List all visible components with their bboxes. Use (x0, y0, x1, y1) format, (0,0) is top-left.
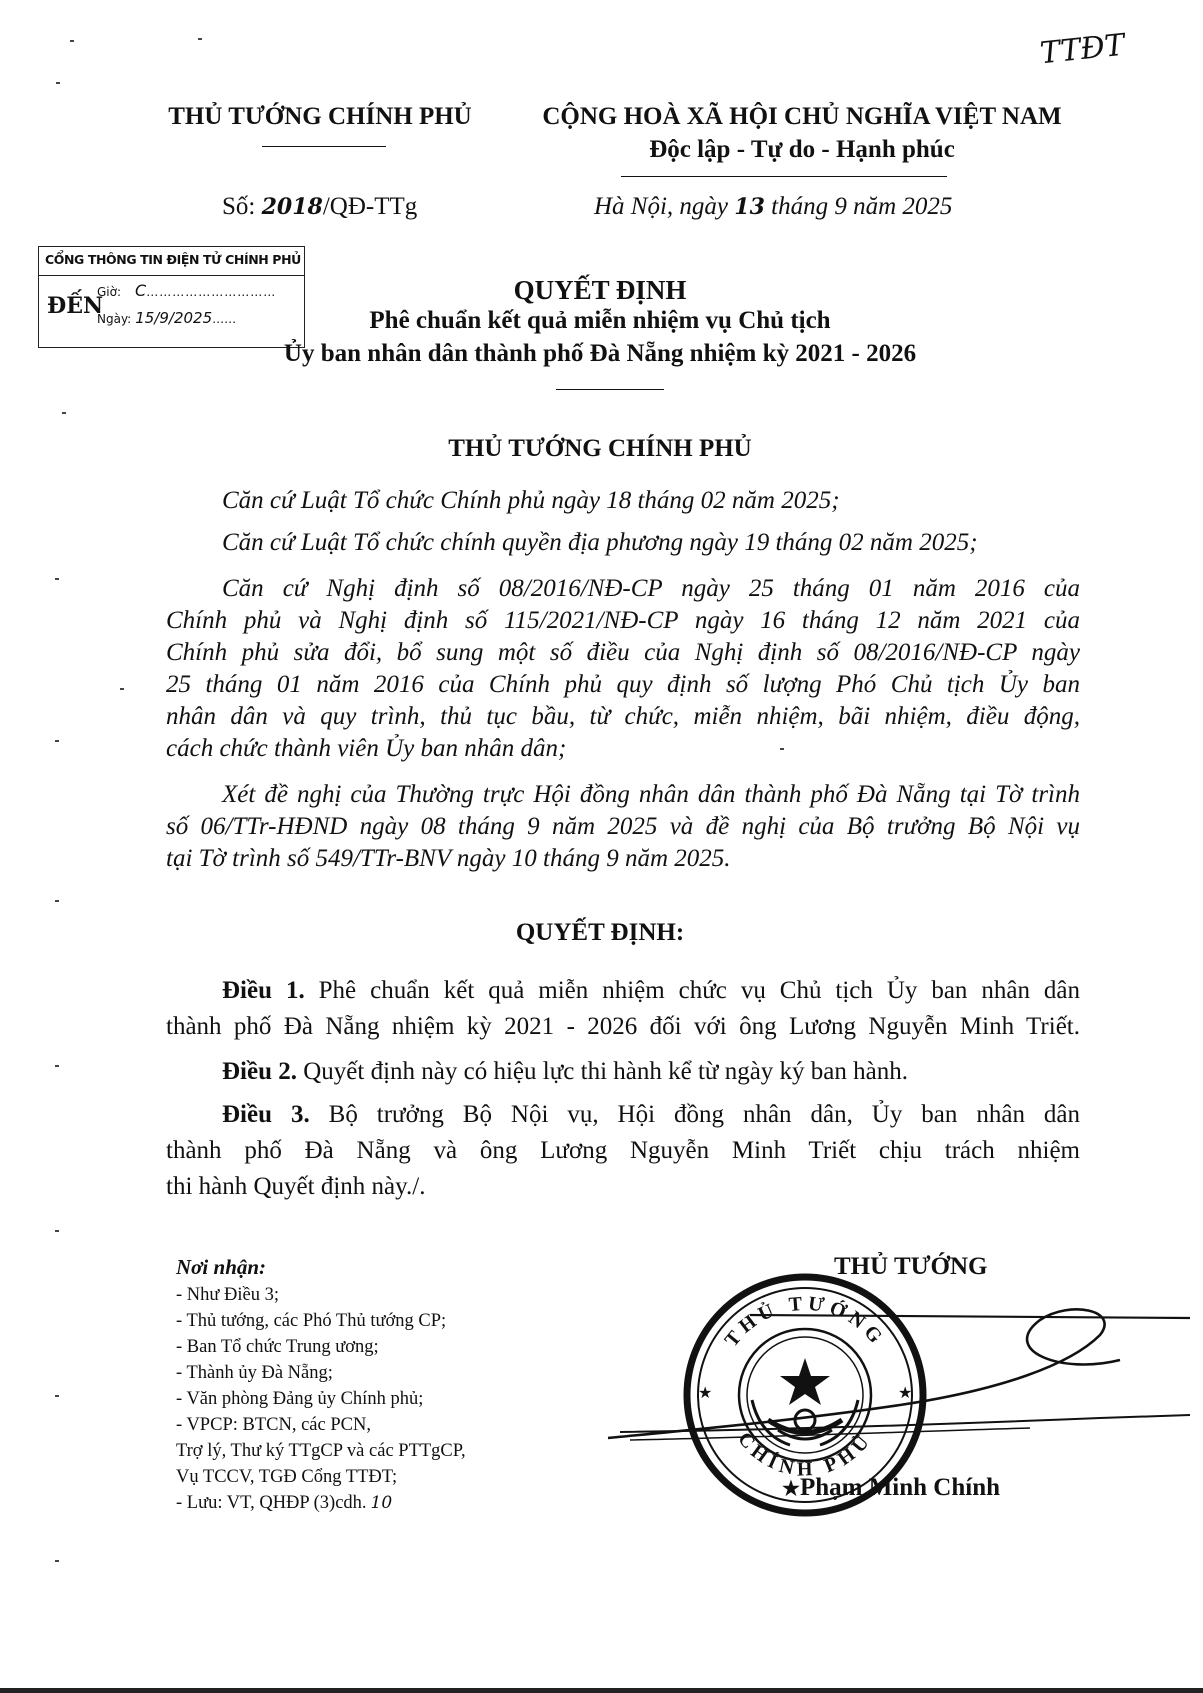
article-1-text: Phê chuẩn kết quả miễn nhiệm chức vụ Chủ tịch Ủy ban nhân dân (304, 977, 1080, 1004)
scan-speck (56, 82, 60, 84)
stamp-date-row: Ngày: 15/9/2025…… (97, 309, 237, 327)
scan-speck (198, 38, 202, 40)
article-3-text: Bộ trưởng Bộ Nội vụ, Hội đồng nhân dân, Ủy ban nhân dân (309, 1101, 1080, 1128)
recipient-item (176, 1493, 392, 1514)
document-title-line2: Ủy ban nhân dân thành phố Đà Nẵng nhiệm kỳ 2021 - 2026 (283, 340, 917, 367)
title-underline (556, 389, 664, 390)
signer-position: THỦ TƯỚNG (834, 1253, 988, 1280)
preamble-line: Căn cứ Luật Tổ chức chính quyền địa phương ngày 19 tháng 02 năm 2025; (222, 529, 978, 556)
recipient-item: Trợ lý, Thư ký TTgCP và các PTTgCP, (176, 1441, 466, 1461)
date-suffix: tháng 9 năm 2025 (764, 193, 953, 220)
recipient-item: Vụ TCCV, TGĐ Cổng TTĐT; (176, 1467, 398, 1487)
article-1-label: Điều 1. (222, 977, 305, 1004)
issue-date (594, 193, 952, 221)
preamble-line: nhân dân và quy trình, thủ tục bầu, từ chức, miễn nhiệm, bãi nhiệm, điều động, (166, 703, 1080, 730)
stamp-date-value: 15/9/2025 (135, 309, 213, 327)
handwritten-mark: TTĐT (1038, 27, 1127, 72)
recipient-item: - VPCP: BTCN, các PCN, (176, 1415, 371, 1435)
scan-speck (55, 740, 59, 742)
stamp-time-row: Giờ: C………………………… (97, 281, 277, 300)
scan-speck (70, 40, 74, 42)
preamble-line: số 06/TTr-HĐND ngày 08 tháng 9 năm 2025 và đề nghị của Bộ trưởng Bộ Nội vụ (166, 813, 1080, 840)
preamble-line: cách chức thành viên Ủy ban nhân dân; (166, 735, 567, 762)
scan-bottom-edge (0, 1688, 1203, 1693)
recipient-item: - Như Điều 3; (176, 1285, 280, 1305)
preamble-line: Căn cứ Nghị định số 08/2016/NĐ-CP ngày 25 tháng 01 năm 2016 của (222, 575, 1080, 602)
article-1-line1 (222, 977, 1080, 1005)
preamble-line: Xét đề nghị của Thường trực Hội đồng nhân dân thành phố Đà Nẵng tại Tờ trình (222, 781, 1080, 808)
issuer-heading: THỦ TƯỚNG CHÍNH PHỦ (448, 435, 752, 462)
stamp-divider (39, 275, 304, 276)
preamble-line: Chính phủ và Nghị định số 115/2021/NĐ-CP ngày 16 tháng 12 năm 2021 của (166, 607, 1080, 634)
scan-speck (55, 1230, 59, 1232)
stamp-den: ĐẾN (47, 293, 104, 319)
scan-speck (55, 1395, 59, 1397)
seal-star-right-icon: ★ (898, 1385, 913, 1402)
article-2-line1 (222, 1058, 908, 1086)
article-3-line1 (222, 1101, 1080, 1129)
seal-text-bottom: CHÍNH PHỦ (733, 1428, 877, 1481)
scan-speck (62, 412, 66, 414)
scan-speck (55, 900, 59, 902)
number-suffix: /QĐ-TTg (322, 193, 418, 220)
recipients-heading: Nơi nhận: (176, 1255, 267, 1279)
stamp-time-label: Giờ: (97, 285, 122, 299)
article-1-line2: thành phố Đà Nẵng nhiệm kỳ 2021 - 2026 đối với ông Lương Nguyễn Minh Triết. (166, 1013, 1080, 1040)
document-number (222, 193, 417, 221)
handwritten-initials: 10 (370, 1493, 393, 1513)
preamble-line: Chính phủ sửa đổi, bổ sung một số điều của Nghị định số 08/2016/NĐ-CP ngày (166, 639, 1080, 666)
recipient-item-text: - Lưu: VT, QHĐP (3)cdh. (176, 1493, 367, 1513)
national-motto: Độc lập - Tự do - Hạnh phúc (649, 136, 955, 163)
number-prefix: Số: (222, 193, 262, 220)
recipient-item: - Thủ tướng, các Phó Thủ tướng CP; (176, 1311, 447, 1331)
article-3-line3: thi hành Quyết định này./. (166, 1173, 426, 1200)
date-prefix: Hà Nội, ngày (594, 193, 735, 220)
scan-speck (55, 1560, 59, 1562)
date-day-handwritten: 13 (734, 194, 765, 220)
preamble-line: tại Tờ trình số 549/TTr-BNV ngày 10 tháng 9 năm 2025. (166, 845, 731, 872)
signer-name-text: Phạm Minh Chính (799, 1474, 1000, 1501)
scan-speck (120, 688, 124, 690)
stamp-time-value: C (135, 281, 147, 300)
stamp-date-label: Ngày: (97, 312, 132, 326)
document-title-line1: Phê chuẩn kết quả miễn nhiệm vụ Chủ tịch (369, 307, 831, 334)
article-3-line2: thành phố Đà Nẵng và ông Lương Nguyễn Minh Triết chịu trách nhiệm (166, 1137, 1080, 1164)
motto-underline (621, 176, 947, 177)
seal-star-left-icon: ★ (698, 1385, 713, 1402)
number-handwritten: 2018 (261, 194, 323, 220)
seal-text-top: THỦ TƯỚNG (720, 1292, 890, 1352)
preamble-line: Căn cứ Luật Tổ chức Chính phủ ngày 18 tháng 02 năm 2025; (222, 487, 840, 514)
article-2-label: Điều 2. (222, 1058, 297, 1085)
recipient-item: - Thành ủy Đà Nẵng; (176, 1363, 333, 1383)
issuing-authority: THỦ TƯỚNG CHÍNH PHỦ (168, 103, 472, 130)
scan-speck (780, 748, 784, 750)
document-type: QUYẾT ĐỊNH (513, 275, 687, 305)
article-3-label: Điều 3. (222, 1101, 310, 1128)
signer-name: ★Phạm Minh Chính (782, 1474, 1000, 1501)
handwritten-signature (600, 1280, 1203, 1450)
recipient-item: - Ban Tổ chức Trung ương; (176, 1337, 379, 1357)
country-name: CỘNG HOÀ XÃ HỘI CHỦ NGHĨA VIỆT NAM (542, 103, 1062, 130)
scan-speck (55, 578, 59, 580)
article-2-text: Quyết định này có hiệu lực thi hành kể từ ngày ký ban hành. (297, 1058, 908, 1085)
scan-speck (55, 1065, 59, 1067)
preamble-line: 25 tháng 01 năm 2016 của Chính phủ quy định số lượng Phó Chủ tịch Ủy ban (166, 671, 1080, 698)
recipient-item: - Văn phòng Đảng ủy Chính phủ; (176, 1389, 424, 1409)
stamp-title: CỔNG THÔNG TIN ĐIỆN TỬ CHÍNH PHỦ (45, 252, 301, 267)
receipt-stamp (38, 246, 305, 348)
authority-underline (262, 146, 386, 147)
decision-heading: QUYẾT ĐỊNH: (515, 919, 685, 946)
